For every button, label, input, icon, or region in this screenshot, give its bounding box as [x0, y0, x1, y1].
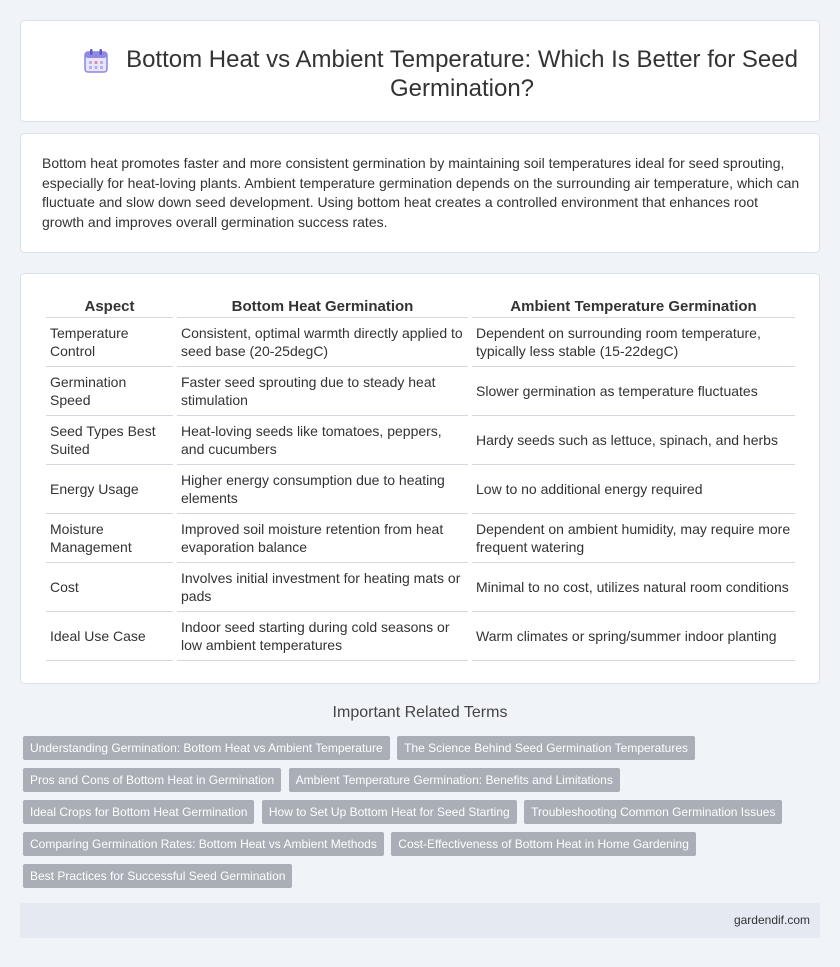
bottom-heat-cell: Faster seed sprouting due to steady heat stimulation — [177, 367, 468, 416]
aspect-cell: Cost — [46, 563, 173, 612]
aspect-cell: Seed Types Best Suited — [46, 416, 173, 465]
related-term-link[interactable]: The Science Behind Seed Germination Temperatures — [397, 736, 695, 760]
related-terms-title: Important Related Terms — [332, 704, 508, 721]
footer — [20, 903, 820, 938]
aspect-cell: Moisture Management — [46, 514, 173, 563]
related-terms-list — [23, 736, 803, 896]
related-term-link[interactable]: Comparing Germination Rates: Bottom Heat vs Ambient Methods — [23, 832, 384, 856]
bottom-heat-cell: Involves initial investment for heating mats or pads — [177, 563, 468, 612]
table-header-row — [46, 296, 795, 318]
related-term-link[interactable]: Troubleshooting Common Germination Issues — [524, 800, 782, 824]
aspect-cell: Energy Usage — [46, 465, 173, 514]
comparison-table — [42, 296, 799, 661]
calendar-icon — [83, 48, 109, 74]
related-term-link[interactable]: Ambient Temperature Germination: Benefits and Limitations — [289, 768, 620, 792]
table-row — [46, 416, 795, 465]
title-card — [20, 20, 820, 122]
related-term-link[interactable]: Understanding Germination: Bottom Heat vs Ambient Temperature — [23, 736, 390, 760]
summary-card — [20, 133, 820, 253]
page-title: Bottom Heat vs Ambient Temperature: Which Is Better for Seed Germination? — [126, 46, 798, 102]
bottom-heat-cell: Consistent, optimal warmth directly applied to seed base (20-25degC) — [177, 318, 468, 367]
table-row — [46, 612, 795, 661]
bottom-heat-cell: Higher energy consumption due to heating elements — [177, 465, 468, 514]
table-row — [46, 367, 795, 416]
aspect-cell: Germination Speed — [46, 367, 173, 416]
footer-site-link[interactable]: gardendif.com — [733, 913, 810, 927]
header-bottom-heat: Bottom Heat Germination — [177, 296, 468, 318]
ambient-cell: Minimal to no cost, utilizes natural room conditions — [472, 563, 795, 612]
aspect-cell: Temperature Control — [46, 318, 173, 367]
bottom-heat-cell: Improved soil moisture retention from heat evaporation balance — [177, 514, 468, 563]
ambient-cell: Warm climates or spring/summer indoor planting — [472, 612, 795, 661]
comparison-table-card — [20, 273, 820, 684]
ambient-cell: Slower germination as temperature fluctuates — [472, 367, 795, 416]
table-row — [46, 465, 795, 514]
table-row — [46, 563, 795, 612]
related-term-link[interactable]: Ideal Crops for Bottom Heat Germination — [23, 800, 254, 824]
bottom-heat-cell: Indoor seed starting during cold seasons or low ambient temperatures — [177, 612, 468, 661]
header-ambient: Ambient Temperature Germination — [472, 296, 795, 318]
ambient-cell: Dependent on surrounding room temperature, typically less stable (15-22degC) — [472, 318, 795, 367]
ambient-cell: Hardy seeds such as lettuce, spinach, and herbs — [472, 416, 795, 465]
aspect-cell: Ideal Use Case — [46, 612, 173, 661]
ambient-cell: Dependent on ambient humidity, may require more frequent watering — [472, 514, 795, 563]
bottom-heat-cell: Heat-loving seeds like tomatoes, peppers, and cucumbers — [177, 416, 468, 465]
ambient-cell: Low to no additional energy required — [472, 465, 795, 514]
related-term-link[interactable]: Best Practices for Successful Seed Germination — [23, 864, 292, 888]
related-term-link[interactable]: Pros and Cons of Bottom Heat in Germination — [23, 768, 281, 792]
related-term-link[interactable]: Cost-Effectiveness of Bottom Heat in Home Gardening — [391, 832, 696, 856]
table-row — [46, 514, 795, 563]
related-term-link[interactable]: How to Set Up Bottom Heat for Seed Starting — [262, 800, 517, 824]
table-row — [46, 318, 795, 367]
summary-text: Bottom heat promotes faster and more consistent germination by maintaining soil temperatures ideal for seed sprouting, especially for heat-loving plants. Ambient temperature germination depends on the surrounding air temperature, which can fluctuate and slow down seed development. Using bottom heat creates a controlled environment that enhances root growth and improves overall germination success rates. — [42, 155, 800, 230]
header-aspect: Aspect — [46, 296, 173, 318]
